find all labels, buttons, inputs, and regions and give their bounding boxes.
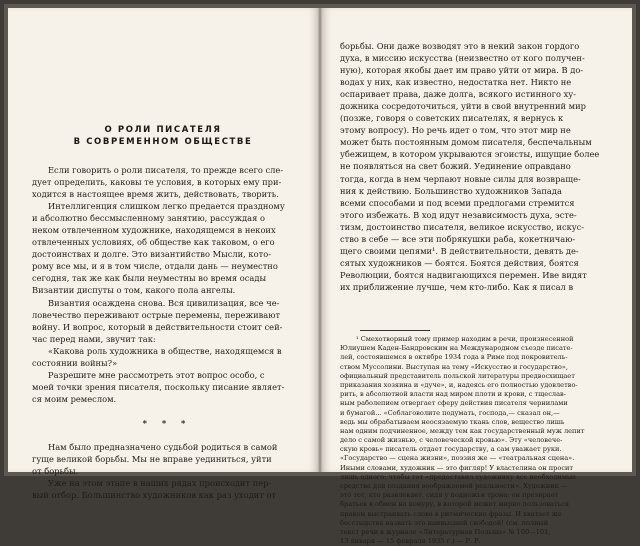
chapter-title-line-2: В СОВРЕМЕННОМ ОБЩЕСТВЕ	[73, 137, 253, 147]
body-text-line: щего своими цепями¹. В действительности, девять де-	[340, 245, 579, 256]
body-text-line: этому вопросу). Но речь идет о том, что этот мир не	[340, 125, 571, 136]
footnote-line: нам одним подчиненное, между тем как государственный муж лепит	[340, 426, 585, 435]
body-text-line: войну. И вопрос, который в действительности стоит сей-	[32, 321, 283, 332]
body-text-line: неком отвлеченном художнике, находящемся в некоих	[32, 225, 276, 236]
footnote-line: текст речи в журнале «Литературная Польша» № 100—101,	[340, 527, 551, 536]
footnote	[340, 335, 618, 546]
body-text-line: достоинствах и долге. Это византийство Мысли, кото-	[32, 249, 271, 260]
left-page	[8, 8, 318, 501]
body-text-line: (позже, говоря о советских писателях, я вернусь к	[340, 113, 564, 124]
body-text-line: Революции, боятся надвигающихся перемен. Иве видят	[340, 269, 587, 280]
body-text-line: сятых художников — боятся. Боятся действия, боятся	[340, 257, 579, 268]
body-text-line: Интеллигенция слишком легко предается праздному	[48, 201, 285, 212]
body-text-line: ния к действию. Большинство художников Запада	[340, 185, 562, 196]
body-text-line: оспаривает права, даже долга, всякого истинного ху-	[340, 89, 576, 100]
body-text-line: Уже на этом этапе в наших рядах происходит пер-	[48, 478, 272, 489]
body-text-line: Византия осаждена снова. Вся цивилизация, все че-	[48, 297, 280, 308]
body-text-line: тизм, достоинство писателя, великое искусство, искус-	[340, 221, 585, 232]
body-text-line: борьбы. Они даже возводят это в некий закон гордого	[340, 41, 580, 51]
chapter-title-line-1: О РОЛИ ПИСАТЕЛЯ	[104, 125, 222, 135]
footnote-line: приказания хозяина и «дуче», и, надеясь его полностью удовлетво-	[340, 380, 578, 389]
footnote-line: средства для создания воображаемой реальности». Художник —	[340, 482, 568, 490]
right-page-body	[340, 40, 616, 293]
body-text-line: гуще великой борьбы. Мы не вправе уединиться, уйти	[32, 454, 272, 465]
footnote-line: ¹ Смехотворный тому пример находим в речи, произнесенной	[356, 335, 574, 343]
body-text-line: ходится в настоящее время жить, действовать, творить.	[32, 189, 279, 200]
body-text-line: ся моим ремеслом.	[32, 393, 117, 404]
body-text-line	[32, 405, 302, 417]
body-text-line: отвлеченных условиях, об обществе как таковом, о его	[32, 237, 275, 248]
footnote-line: лишь одного: чтобы тот «предоставил художнику все необходимые	[340, 472, 577, 481]
footnote-line: 13 января — 15 февраля 1935 г.) — Р. Р.	[340, 537, 481, 546]
right-page	[322, 8, 632, 546]
body-text-line: тогда, когда в нем черпают новые силы для возвраще-	[340, 173, 581, 184]
body-text-line: дожника сосредоточиться, уйти в свой внутренний мир	[340, 101, 586, 112]
body-text-line: может быть постоянным домом писателя, беспечальным	[340, 137, 592, 148]
body-text-line: ство в себе — все эти побрякушки раба, кокетничаю-	[340, 233, 576, 244]
footnote-line: «Государство — сцена жизни», поэзия же — «театральная сцена».	[340, 454, 575, 463]
body-text-line: этого избежать. В ход идут независимость духа, эсте-	[340, 209, 577, 220]
footnote-line: ством Муссолини. Выступая на тему «Искусство и государство»,	[340, 362, 568, 371]
footnote-line: братьев в обмен на конуру, в которой может мирно пользоваться	[340, 500, 570, 509]
body-text-line: вый отбор. Большинство художников как раз уходит от	[32, 490, 277, 501]
footnote-line: и бумагой... «Соблаговолите подумать, господа,— сказал он,—	[340, 408, 560, 417]
body-text-line: от борьбы.	[32, 466, 79, 477]
body-text-line: убежищем, в котором укрываются эгоисты, ищущие более	[340, 149, 600, 160]
body-text-line: сегодня, так же как были неуместны во время осады	[32, 273, 267, 284]
footnote-line: ведь мы обрабатываем неосязаемую ткань слов, вещество лишь	[340, 417, 565, 426]
body-text-line: «Какова роль художника в обществе, находящемся в	[48, 345, 282, 356]
body-text-line: дует определить, каковы те условия, в которых ему при-	[32, 177, 282, 188]
footnote-line: дело с самой жизнью, с человеческой кровью». Эту «человече-	[340, 436, 563, 445]
body-text-line: Нам было предназначено судьбой родиться в самой	[48, 442, 278, 453]
footnote-line: это тот, кто развлекает, сидя у подножья трона; он презирает	[340, 491, 559, 500]
body-text-line	[32, 429, 302, 441]
body-text-line: час перед нами, звучит так:	[32, 333, 156, 344]
body-text-line: всеми способами и под всеми предлогами стремится	[340, 197, 575, 208]
left-page-body	[32, 164, 302, 501]
footnote-line: бесстыдства назвать это наивысшей свободой! (см. полный	[340, 518, 549, 527]
footnote-line: правом выстраивать слова в ритмические фразы. И хватает же	[340, 509, 562, 518]
footnote-line: лей, состоявшемся в октябре 1934 года в Риме под покровитель-	[340, 353, 568, 362]
body-text-line: моей точки зрения писателя, поскольку писание являет-	[32, 381, 285, 392]
footnote-line: Юлиушем Каден-Бандровским на Международном съезде писате-	[340, 344, 573, 353]
body-text-line: Если говорить о роли писателя, то прежде всего сле-	[48, 165, 284, 175]
body-text-line: не появляться на свет божий. Уединение оправдано	[340, 161, 571, 172]
section-separator: * * *	[142, 417, 192, 428]
body-text-line: Разрешите мне рассмотреть этот вопрос особо, с	[48, 369, 265, 380]
footnote-line: скую кровь» писатель отдает государству, а сам уважает руки.	[340, 445, 562, 454]
chapter-title	[8, 124, 318, 148]
body-text-line: их приближение лучше, чем кто-либо. Как я писал в	[340, 281, 574, 292]
footnote-line: официальный представитель польской литературы предвосхищает	[340, 371, 575, 380]
footnote-line: рить, в абсолютной власти над миром плоти и крови, с тщеслав-	[340, 390, 566, 399]
body-text-line: рому все мы, и я в том числе, отдали дань — неуместно	[32, 261, 278, 272]
footnote-line: Иными словами, художник — это фигляр! У властелина он просит	[340, 463, 574, 472]
body-text-line: и абсолютно бессмысленному занятию, рассуждая о	[32, 213, 265, 224]
footnote-line: ным раболепием отвергает сферу действия писателя чернилами	[340, 399, 568, 408]
body-text-line: водах у них, как известно, недостатка нет. Никто не	[340, 77, 572, 88]
body-text-line: ную), которая якобы дает им право уйти от мира. В до-	[340, 65, 584, 76]
footnote-divider	[360, 330, 430, 331]
body-text-line: состоянии войны?»	[32, 357, 118, 368]
body-text-line: ловечество переживают острые перемены, переживают	[32, 309, 281, 320]
body-text-line: Византии диспуты о том, какого пола ангелы.	[32, 285, 236, 296]
body-text-line: духа, в миссию искусства (неизвестно от кого получен-	[340, 53, 585, 64]
